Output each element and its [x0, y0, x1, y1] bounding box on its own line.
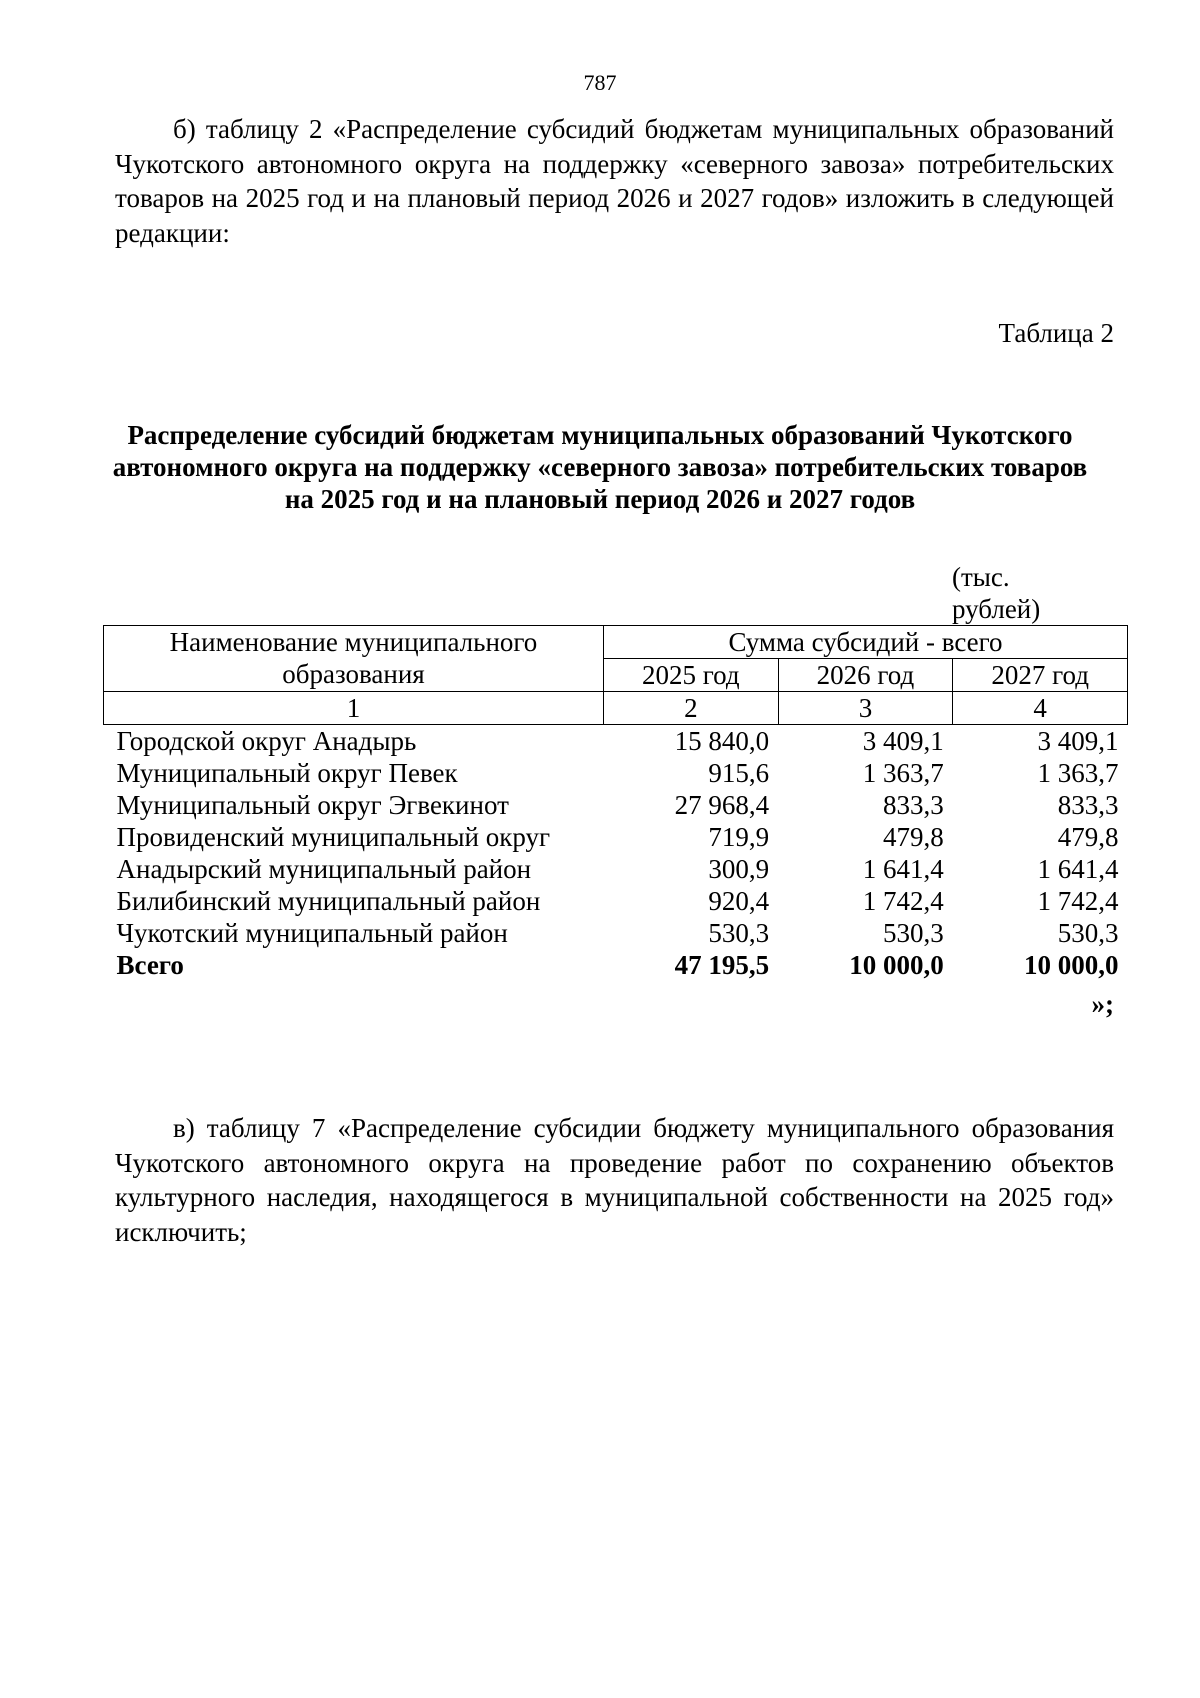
header-year-2027: 2027 год [953, 659, 1128, 692]
row-value-2026: 833,3 [883, 790, 944, 820]
row-value-2026: 1 363,7 [862, 758, 944, 788]
units-label: (тыс. рублей) [952, 562, 1041, 624]
table-row [104, 917, 1128, 949]
row-name: Муниципальный округ Эгвекинот [116, 790, 509, 820]
closing-quote: »; [1091, 989, 1114, 1019]
table-row [104, 853, 1128, 885]
row-value-2025: 15 840,0 [674, 726, 770, 756]
total-2026: 10 000,0 [849, 950, 944, 980]
total-2025: 47 195,5 [674, 950, 770, 980]
total-label: Всего [116, 950, 184, 980]
table-total-row [104, 949, 1128, 981]
column-number: 1 [104, 692, 604, 725]
header-sum: Сумма субсидий - всего [603, 626, 1127, 659]
column-number: 2 [603, 692, 778, 725]
column-numbers-row [104, 692, 1128, 725]
row-name: Чукотский муниципальный район [116, 918, 508, 948]
paragraph-v: в) таблицу 7 «Распределение субсидии бюджету муниципального образования Чукотского автономного округа на проведение работ по сохранению объектов культурного наследия, находящегося в муниципальной собственности на 2025 год» исключить; [115, 1113, 1114, 1247]
header-year-2025: 2025 год [603, 659, 778, 692]
table-row [104, 885, 1128, 917]
row-value-2025: 27 968,4 [674, 790, 770, 820]
row-value-2025: 300,9 [708, 854, 770, 884]
table-row [104, 821, 1128, 853]
row-value-2025: 530,3 [708, 918, 770, 948]
table-row [104, 789, 1128, 821]
column-number: 4 [953, 692, 1128, 725]
table-header-row [104, 626, 1128, 659]
paragraph-b: б) таблицу 2 «Распределение субсидий бюджетам муниципальных образований Чукотского автономного округа на поддержку «северного завоза» потребительских товаров на 2025 год и на плановый период 2026 и 2027 годов» изложить в следующей редакции: [115, 114, 1114, 248]
row-name: Анадырский муниципальный район [116, 854, 532, 884]
total-2027: 10 000,0 [1024, 950, 1119, 980]
header-name: Наименование муниципального образования [104, 626, 604, 692]
row-name: Провиденский муниципальный округ [116, 822, 551, 852]
row-value-2026: 1 641,4 [862, 854, 944, 884]
row-value-2027: 530,3 [1057, 918, 1119, 948]
table-title: Распределение субсидий бюджетам муниципальных образований Чукотского автономного округа на поддержку «северного завоза» потребительских товаров на 2025 год и на плановый период 2026 и 2027 годов [112, 420, 1088, 514]
row-value-2026: 3 409,1 [862, 726, 944, 756]
row-value-2026: 530,3 [883, 918, 944, 948]
row-name: Городской округ Анадырь [116, 726, 417, 756]
row-value-2027: 1 742,4 [1037, 886, 1119, 916]
row-value-2026: 479,8 [883, 822, 944, 852]
table-caption: Таблица 2 [998, 318, 1114, 348]
row-value-2027: 1 363,7 [1037, 758, 1119, 788]
table-row [104, 725, 1128, 758]
row-name: Билибинский муниципальный район [116, 886, 541, 916]
row-value-2027: 479,8 [1057, 822, 1119, 852]
row-name: Муниципальный округ Певек [116, 758, 458, 788]
row-value-2027: 3 409,1 [1037, 726, 1119, 756]
row-value-2025: 719,9 [708, 822, 770, 852]
column-number: 3 [778, 692, 953, 725]
row-value-2027: 1 641,4 [1037, 854, 1119, 884]
row-value-2025: 920,4 [708, 886, 770, 916]
row-value-2025: 915,6 [708, 758, 770, 788]
header-year-2026: 2026 год [778, 659, 953, 692]
row-value-2026: 1 742,4 [862, 886, 944, 916]
subsidies-table [103, 625, 1128, 981]
page-number: 787 [583, 70, 617, 95]
table-row [104, 757, 1128, 789]
row-value-2027: 833,3 [1057, 790, 1119, 820]
